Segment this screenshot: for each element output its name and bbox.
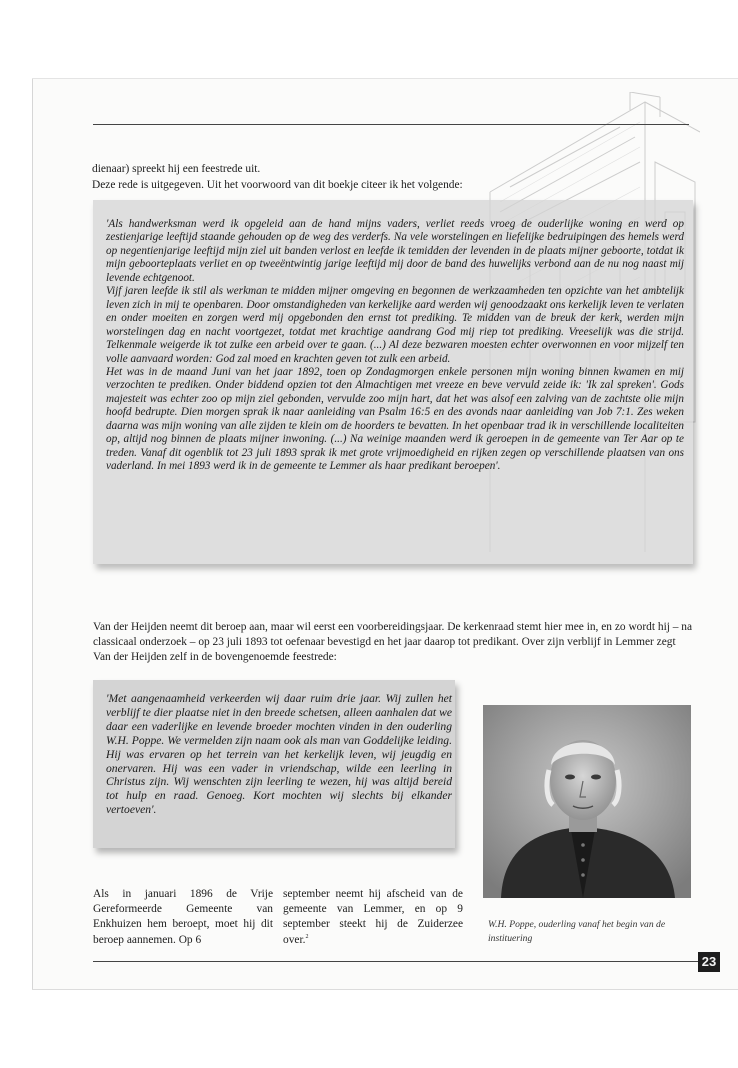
body-paragraph (93, 620, 693, 666)
portrait-photo (483, 705, 691, 898)
body-text: Van der Heijden neemt dit beroep aan, maar wil eerst een voorbereidingsjaar. De kerkenraad stemt hier mee in, en zo wordt hij – na classicaal onderzoek – op 23 juli 1893 tot oefenaar bevestigd en het jaar daarop tot predikant. Over zijn verblijf in Lemmer zegt Van der Heijden zelf in de bovengenoemde feestrede: (93, 621, 693, 664)
column-1-text: Als in januari 1896 de Vrije Gereformeerde Gemeente van Enkhuizen hem beroept, moet hij dit beroep aannemen. Op 6 (93, 888, 273, 946)
column-2-paragraph (283, 887, 463, 948)
page-edge-left (32, 78, 33, 990)
quote-2-text (106, 692, 452, 817)
intro-line-2: Deze rede is uitgegeven. Uit het voorwoord van dit boekje citeer ik het volgende: (92, 178, 463, 191)
photo-caption (488, 918, 698, 945)
quote-2-paragraph: 'Met aangenaamheid verkeerden wij daar ruim drie jaar. Wij zullen het verblijf te dier plaatse niet in den breede schetsen, alleen aanhalen dat we daar een vaderlijke en levende broeder mochten vinden in den ouderling W.H. Poppe. We vermelden zijn naam ook als man van Goddelijke leiding. Hij was ervaren op het terrein van het kerkelijk leven, wij jeugdig en onervaren. Hij was een vader in vriendschap, wilde een leerling in Christus zijn. Wij wenschten zijn leerling te wezen, hij was altijd bereid tot hulp en raad. Genoeg. Kort mochten wij slechts bij elkander vertoeven'. (106, 692, 452, 817)
quote-1-text (106, 218, 684, 474)
intro-line-1: dienaar) spreekt hij een feestrede uit. (92, 163, 261, 175)
quote-1-paragraph: 'Als handwerksman werd ik opgeleid aan de hand mijns vaders, verliet reeds vroeg de ouderlijke woning en werd op zestienjarige leeftijd staande gehouden op de weg des verderfs. Na vele worstelingen en liefelijke bedruipingen des hemels werd op negentienjarige leeftijd mijn ziel uit banden verlost en leefde ik temidden der levenden in de plaats mijner geboorte, totdat ik mijn geboorteplaats verliet en op tweeëntwintig jarige leeftijd mij door de band des huwelijks verbond aan de nu nog naast mij levende echtgenoot. (106, 218, 684, 284)
top-rule (93, 124, 689, 125)
caption-text: W.H. Poppe, ouderling vanaf het begin van de instituering (488, 919, 666, 944)
page-edge-top (32, 78, 738, 79)
page-number: 23 (698, 952, 720, 972)
quote-1-paragraph: Het was in de maand Juni van het jaar 1892, toen op Zondagmorgen enkele personen mijn woning binnen kwamen en mij verzochten te prediken. Onder biddend opzien tot den Almachtigen met vreeze en beve vervuld zeide ik: 'Ik zal spreken'. Gods majesteit was echter zoo op mijn ziel gebonden, vervulde zoo mijn hart, dat het was alsof een zalving van de zachtste olie mijn hoofd bedrupte. Dien morgen sprak ik naar aanleiding van Psalm 16:5 en des avonds naar aanleiding van Job 7:1. Zes weken daarna was mijn woning van alle zijden te klein om de hoorders te bevatten. In het openbaar trad ik in verschillende localiteiten op, altijd nog binnen de plaats mijner inwoning. (...) Na weinige maanden werd ik geroepen in de gemeente van Ter Aar op te treden. Vanaf dit ogenblik tot 23 juli 1893 sprak ik met grote vrijmoedigheid en rijken zegen op verschillende plaatsen van ons vaderland. In mei 1893 werd ik in de gemeente te Lemmer als haar predikant beroepen'. (106, 365, 684, 473)
quote-1-paragraph: Vijf jaren leefde ik stil als werkman te midden mijner omgeving en begonnen de werkzaamheden ten opzichte van het ambtelijk leven zich in mij te openbaren. Door omstandigheden van kerkelijke aard werden wij genoodzaakt ons kerkelijk leven te verlaten en onder moeiten en zorgen werd mij opgebonden den ernst tot prediking. Te midden van de breuk der kerk, werden mijn worstelingen dag en nacht voortgezet, totdat met krachtige aandrang God mij riep tot prediking. Vreeselijk was die strijd. Telkenmale weigerde ik tot zulke een arbeid over te gaan. (...) Al deze bezwaren moesten echter overwonnen en voor mijzelf ten volle aanvaard worden: God zal moed en krachten geven tot zulk een arbeid. (106, 285, 684, 365)
page-edge-bottom (32, 989, 738, 990)
column-1 (93, 887, 273, 948)
column-2-text: september neemt hij afscheid van de gemeente van Lemmer, en op 9 september steekt hij de Zuiderzee over. (283, 888, 463, 946)
bottom-rule (93, 961, 698, 962)
footnote-marker[interactable]: 2 (305, 933, 309, 940)
intro-text (92, 162, 572, 193)
column-2 (283, 887, 463, 948)
